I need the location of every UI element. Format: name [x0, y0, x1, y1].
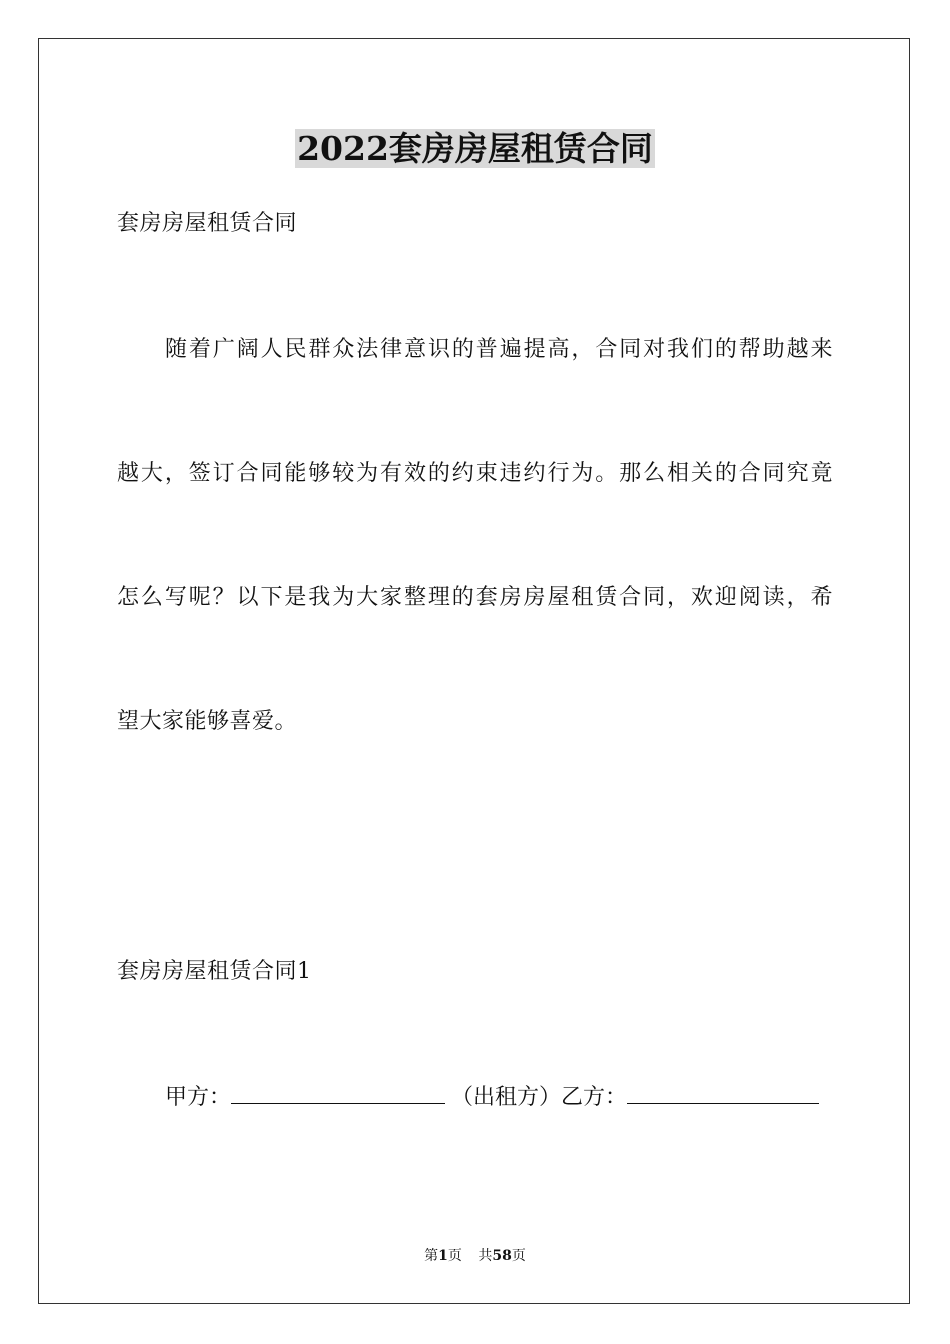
- document-title: [0, 126, 950, 172]
- footer-total-pages: 58: [492, 1248, 512, 1264]
- page-footer: [0, 1246, 950, 1266]
- intro-paragraph-line: 望大家能够喜爱。: [117, 709, 298, 734]
- footer-page-prefix: 第: [424, 1248, 439, 1264]
- party-a-blank[interactable]: [231, 1081, 445, 1104]
- intro-paragraph-line: 随着广阔人民群众法律意识的普遍提高，合同对我们的帮助越来: [165, 337, 833, 362]
- intro-paragraph-line: 越大，签订合同能够较为有效的约束违约行为。那么相关的合同究竟: [117, 461, 833, 486]
- section-heading: 套房房屋租赁合同1: [117, 959, 312, 984]
- intro-paragraph-line: 怎么写呢？以下是我为大家整理的套房房屋租赁合同，欢迎阅读，希: [117, 585, 833, 610]
- party-b-label: 乙方：: [561, 1085, 628, 1110]
- footer-page-number: 1: [438, 1248, 448, 1264]
- party-a-role: （出租方）: [451, 1085, 562, 1110]
- party-line: [165, 1081, 835, 1113]
- party-b-blank[interactable]: [627, 1081, 819, 1104]
- document-subtitle: 套房房屋租赁合同: [117, 211, 298, 236]
- party-a-label: 甲方：: [165, 1085, 232, 1110]
- document-title-text: 2022套房房屋租赁合同: [297, 129, 653, 168]
- footer-total-prefix: 共: [478, 1248, 493, 1264]
- footer-total-suffix: 页: [511, 1248, 526, 1264]
- footer-page-suffix: 页: [447, 1248, 462, 1264]
